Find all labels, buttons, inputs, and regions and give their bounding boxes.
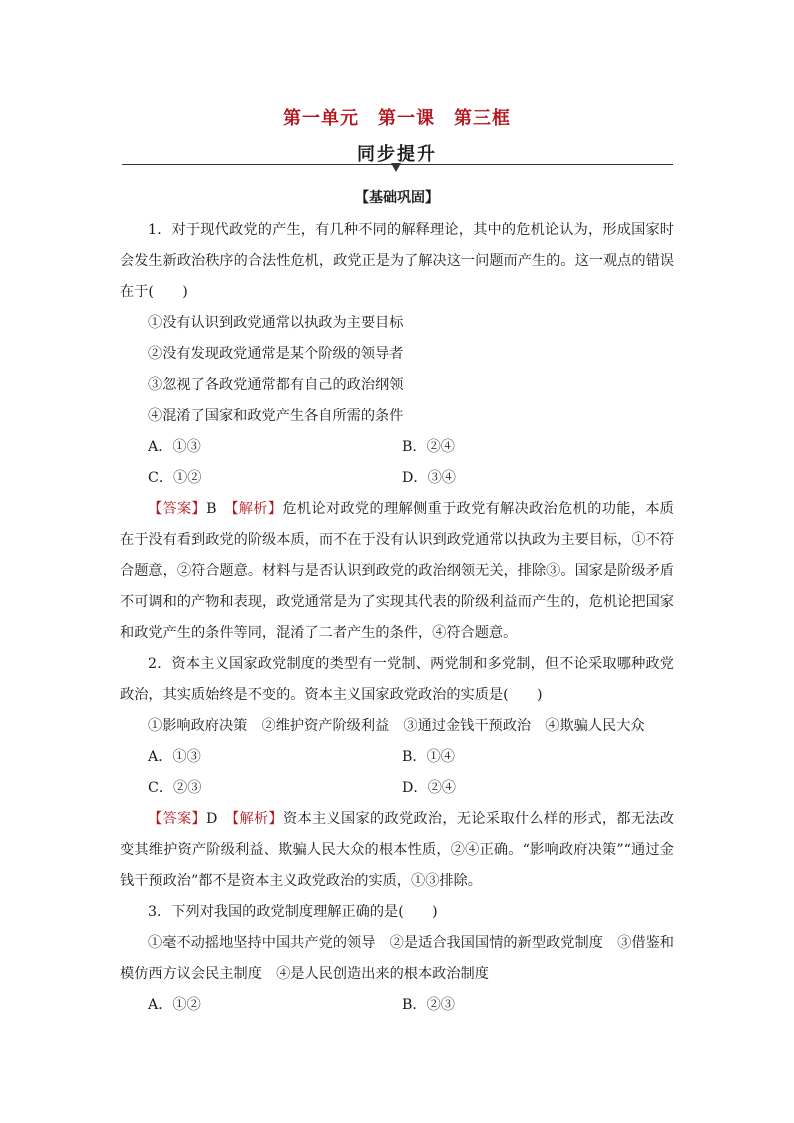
question-1-choice-c: C．①②: [148, 470, 202, 486]
question-3-choices-row-1: [120, 990, 674, 1021]
analysis-text: 资本主义国家的政党政治，无论采取什么样的形式，都无法改变其维护资产阶级利益、欺骗人民大众的根本性质，②④正确。“影响政府决策”“通过金钱干预政治”都不是资本主义政党政治的实质，①③排除。: [120, 811, 674, 889]
question-3-stem: 3．下列对我国的政党制度理解正确的是( ): [148, 904, 438, 920]
question-2-answer: [120, 804, 674, 897]
question-3-choice-a: A．①②: [148, 997, 201, 1013]
question-1-answer: [120, 494, 674, 649]
answer-label: 【答案】: [148, 501, 207, 517]
question-1-choice-d: D．③④: [402, 470, 456, 486]
answer-value: B: [206, 501, 217, 517]
question-1-choices-row-2: [120, 463, 674, 494]
triangle-down-icon: [391, 163, 401, 172]
section-subtitle: 同步提升: [357, 144, 437, 165]
analysis-label: 【解析】: [232, 811, 284, 827]
question-2-choices-row-1: [120, 742, 674, 773]
question-1-option-1: ①没有认识到政党通常以执政为主要目标: [148, 315, 404, 331]
unit-title: 第一单元 第一课 第三框: [283, 108, 511, 129]
question-2-choice-d: D．②④: [402, 780, 456, 796]
answer-value: D: [205, 811, 218, 827]
question-2-choice-a: A．①③: [148, 749, 201, 765]
question-2-stem: 2．资本主义国家政党制度的类型有一党制、两党制和多党制，但不论采取哪种政党政治，其实质始终是不变的。资本主义国家政党政治的实质是( ): [120, 656, 674, 703]
question-1-choice-a: A．①③: [148, 439, 201, 455]
question-3-options: ①毫不动摇地坚持中国共产党的领导 ②是适合我国国情的新型政党制度 ③借鉴和模仿西方议会民主制度 ④是人民创造出来的根本政治制度: [120, 935, 674, 982]
question-1-choice-b: B．②④: [402, 439, 455, 455]
question-1-option-2: ②没有发现政党通常是某个阶级的领导者: [148, 346, 404, 362]
question-3-choice-b: B．②③: [402, 997, 455, 1013]
analysis-label: 【解析】: [231, 501, 283, 517]
question-1-option-3: ③忽视了各政党通常都有自己的政治纲领: [148, 377, 404, 393]
question-2-choice-b: B．①④: [402, 749, 455, 765]
question-content: [120, 215, 674, 1021]
analysis-text: 危机论对政党的理解侧重于政党有解决政治危机的功能，本质在于没有看到政党的阶级本质，而不在于没有认识到政党通常以执政为主要目标，①不符合题意，②符合题意。材料与是否认识到政党的政治纲领无关，排除③。国家是阶级矛盾不可调和的产物和表现，政党通常是为了实现其代表的阶级利益而产生的，危机论把国家和政党产生的条件等同，混淆了二者产生的条件，④符合题意。: [120, 501, 674, 641]
section-heading: 【基础巩固】: [355, 190, 439, 206]
question-2-choice-c: C．②③: [148, 780, 202, 796]
question-1-choices-row-1: [120, 432, 674, 463]
question-1-stem: 1．对于现代政党的产生，有几种不同的解释理论，其中的危机论认为，形成国家时会发生新政治秩序的合法性危机，政党正是为了解决这一问题而产生的。这一观点的错误在于( ): [120, 222, 674, 300]
question-2-choices-row-2: [120, 773, 674, 804]
answer-label: 【答案】: [148, 811, 206, 827]
question-2-options: ①影响政府决策 ②维护资产阶级利益 ③通过金钱干预政治 ④欺骗人民大众: [148, 718, 645, 734]
question-1-option-4: ④混淆了国家和政党产生各自所需的条件: [148, 408, 404, 424]
